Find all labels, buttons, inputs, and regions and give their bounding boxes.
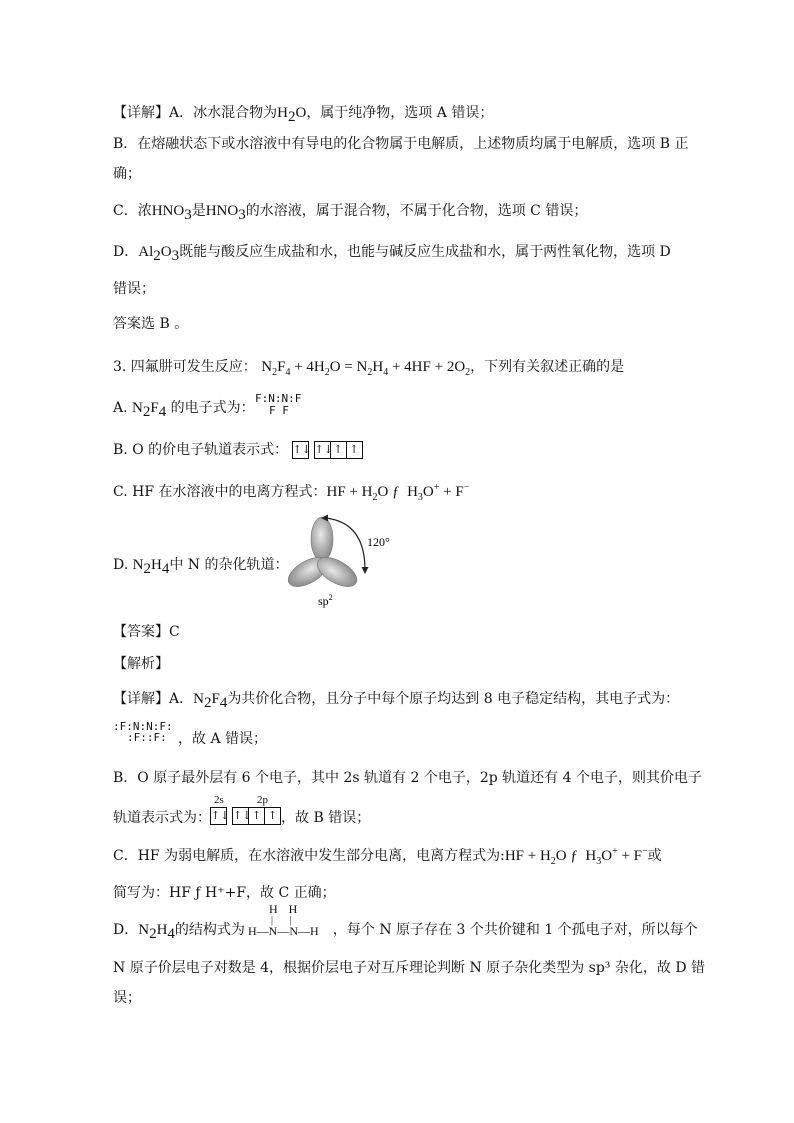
detail-d-line: D．$Al_2O_3$既能与酸反应生成盐和水，也能与碱反应生成盐和水，属于两性氧化物，选项 D [113,244,671,264]
detail-b-line-cont: 确； [113,166,141,182]
question-3-stem: 3. 四氟肼可发生反应： $N_2F_4 + 4H_2O = N_2H_4 + 4HF + 2O_2$，下列有关叙述正确的是 [113,359,625,378]
answer-choice-line: 答案选 B 。 [113,316,189,332]
analysis-b-line-cont: 轨道表示式为： 2s 2p ↑↓ ↑↓↑ ↑ ，故 B 错误； [113,794,371,826]
orbital-type-label: $sp^2$ [318,593,333,608]
option-c: C. HF 在水溶液中的电离方程式：HF + $H_2O$ ƒ $H_3O^+ + F^-$ [113,482,470,503]
orbital-box: ↑↓ [292,441,309,459]
analysis-label: 【解析】 [113,656,169,672]
analysis-d-line-cont: N 原子价层电子对数是 4，根据价层电子对互斥理论判断 N 原子杂化类型为 sp³ 杂化，故 D 错 [113,960,705,976]
analysis-c-line-cont: 简写为：HF ƒ H⁺+F，故 C 正确； [113,885,336,901]
option-b: B. O 的价电子轨道表示式： ↑↓ ↑↓↑ ↑ [113,440,363,460]
analysis-d-line-cont2: 误； [113,990,141,1006]
orbital-box: ↑ [264,807,281,825]
analysis-b-orbital-diagram: 2s 2p ↑↓ ↑↓↑ ↑ [211,806,281,826]
analysis-a-line: 【详解】A．$N_2F_4$为共价化合物，且分子中每个原子均达到 8 电子稳定结构，其电子式为： [113,691,680,711]
orbital-box: ↑↓ [314,441,331,459]
orbital-box: ↑↓ [232,807,249,825]
angle-label: 120° [367,535,390,549]
analysis-b-line: B．O 原子最外层有 6 个电子，其中 2s 轨道有 2 个电子，2p 轨道还有 4 个电子，则其价电子 [113,770,702,786]
orbital-box: ↑ [330,441,347,459]
analysis-c-line: C．HF 为弱电解质，在水溶液中发生部分电离，电离方程式为:HF + $H_2O$ ƒ $H_3O^+ + F^-$或 [113,846,662,867]
detail-a-line: 【详解】A．冰水混合物为$H_2O$，属于纯净物，选项 A 错误； [113,105,494,125]
n2h4-structural-formula: H H | | H—N—N—H [248,902,319,938]
analysis-d-line: D．$N_2H_4$的结构式为 ，每个 N 原子存在 3 个共价键和 1 个孤电子对，所以每个 [113,922,698,942]
analysis-a-conclusion: ，故 A 错误； [178,731,268,747]
detail-d-line-cont: 错误； [113,281,155,297]
answer-label: 【答案】C [113,624,180,640]
detail-b-line: B．在熔融状态下或水溶液中有导电的化合物属于电解质，上述物质均属于电解质，选项 B 正 [113,136,689,152]
sp2-orbital-figure [285,512,395,610]
arc-arrow-head [362,567,369,574]
orbital-box: ↑ [248,807,265,825]
analysis-a-electron-formula: :F:N:N:F: :F::F: [113,720,173,744]
option-a-electron-formula: F:N:N:F F F [255,392,302,417]
detail-c-line: C．浓$HNO_3$是$HNO_3$的水溶液，属于混合物，不属于化合物，选项 C 错误； [113,203,588,223]
option-d: D. $N_2H_4$中 N 的杂化轨道： [113,557,289,577]
orbital-box: ↑ [346,441,363,459]
orbital-box: ↑↓ [210,807,227,825]
option-a: A. $N_2F_4$ 的电子式为： [113,400,255,420]
